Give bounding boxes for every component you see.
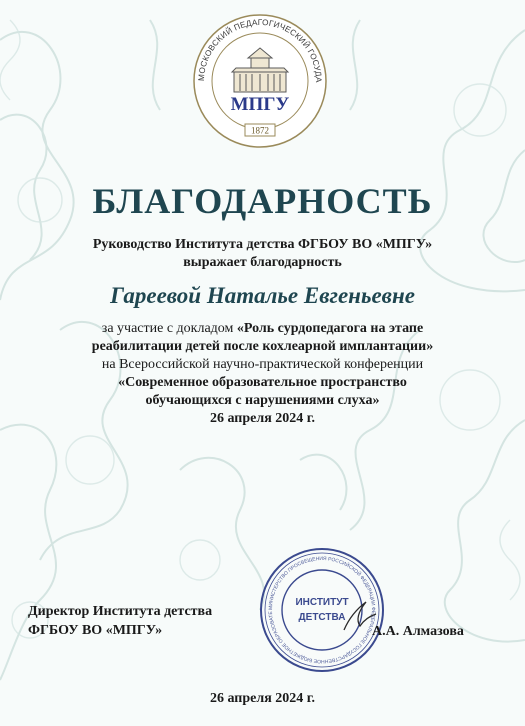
logo-year: 1872 <box>251 125 269 136</box>
director-title-1: Директор Института детства <box>28 604 213 619</box>
director-title-2: ФГБОУ ВО «МПГУ» <box>28 623 163 638</box>
event-date: 26 апреля 2024 г. <box>209 411 316 426</box>
certificate-title: БЛАГОДАРНОСТЬ <box>92 181 433 221</box>
conference-line: на Всероссийской научно-практической конференции <box>101 357 424 372</box>
logo-abbr: МПГУ <box>230 94 290 115</box>
report-title-part-2: реабилитации детей после кохлеарной имплантации» <box>91 339 434 354</box>
recipient-name: Гареевой Наталье Евгеньевне <box>110 283 415 308</box>
issuer-line-1: Руководство Института детства ФГБОУ ВО «МПГУ» <box>92 237 433 252</box>
logo-ring-text: МОСКОВСКИЙ ПЕДАГОГИЧЕСКИЙ ГОСУДА <box>196 17 324 83</box>
stamp-center-line-2: ДЕТСТВА <box>298 612 346 623</box>
body-line-1-prefix: за участие с докладом <box>101 321 237 336</box>
report-title-part-1: «Роль сурдопедагога на этапе <box>236 321 424 336</box>
issuer-line-2: выражает благодарность <box>183 255 342 270</box>
body-line-1 <box>0 320 525 337</box>
footer-date: 26 апреля 2024 г. <box>209 691 316 706</box>
official-stamp <box>258 546 386 674</box>
stamp-ring-text: МИНИСТЕРСТВО ПРОСВЕЩЕНИЯ РОССИЙСКОЙ ФЕДЕРАЦИИ ФЕДЕРАЛЬНОЕ ГОСУДАРСТВЕННОЕ БЮДЖЕТНОЕ ОБРАЗОВАТЕ <box>267 555 377 665</box>
conference-title-1: «Современное образовательное пространство <box>118 375 407 390</box>
conference-title-2: обучающихся с нарушениями слуха» <box>145 393 380 408</box>
stamp-center-line-1: ИНСТИТУТ <box>295 597 349 608</box>
university-logo <box>190 6 330 156</box>
director-name: А.А. Алмазова <box>372 624 464 639</box>
